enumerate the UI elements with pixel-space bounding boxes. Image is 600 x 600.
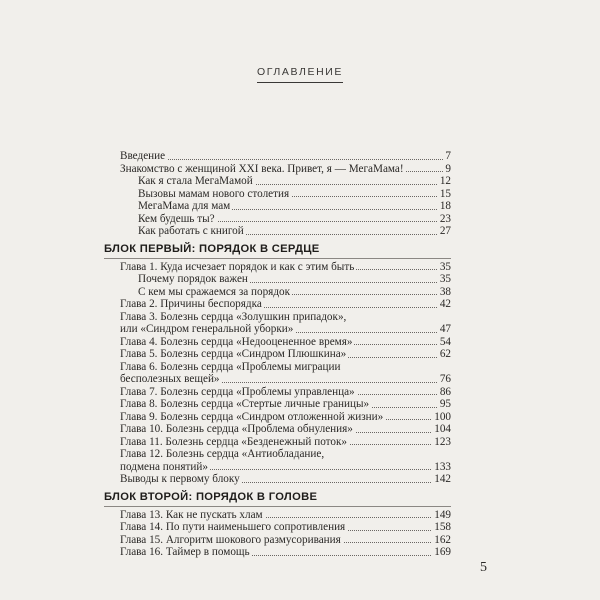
entry-page-number: 62 — [439, 348, 451, 360]
entry-title: Глава 5. Болезнь сердца «Синдром Плюшкина» — [120, 348, 347, 360]
entry-title: Глава 14. По пути наименьшего сопротивления — [120, 521, 346, 533]
entry-title-line2: бесполезных вещей» — [120, 373, 220, 385]
entry-page-number: 35 — [439, 260, 451, 273]
block2-entries — [120, 509, 451, 559]
entry-title: МегаМама для мам — [138, 200, 231, 212]
entry-page-number: 35 — [439, 273, 451, 285]
entry-title-line1: Глава 12. Болезнь сердца «Антиобладание, — [120, 448, 451, 461]
toc-entry — [120, 448, 451, 473]
entry-page-number: 133 — [434, 460, 451, 473]
block1-entries — [120, 261, 451, 486]
block-divider — [104, 506, 451, 507]
entry-title-line2: или «Синдром генеральной уборки» — [120, 323, 294, 335]
toc-heading: ОГЛАВЛЕНИЕ — [257, 66, 343, 83]
entry-page-number: 15 — [439, 187, 451, 200]
intro-section — [120, 150, 451, 238]
entry-page-number: 47 — [439, 323, 451, 335]
toc-entry — [138, 175, 451, 188]
toc-entry — [138, 225, 451, 238]
entry-title: Глава 4. Болезнь сердца «Недооцененное время» — [120, 335, 353, 348]
entry-page-number: 42 — [439, 298, 451, 310]
toc-entry — [120, 546, 451, 559]
heading-wrap — [0, 62, 600, 83]
entry-title: Глава 10. Болезнь сердца «Проблема обнуления» — [120, 423, 353, 435]
toc-entry — [120, 361, 451, 386]
entry-title-line2: подмена понятий» — [120, 460, 208, 473]
entry-page-number: 54 — [439, 335, 451, 348]
toc-entry — [120, 150, 451, 163]
entry-title: Глава 8. Болезнь сердца «Стертые личные границы» — [120, 398, 370, 410]
entry-page-number: 38 — [439, 285, 451, 298]
toc-entry — [120, 509, 451, 522]
toc-entry — [138, 273, 451, 286]
block-title-1: БЛОК ПЕРВЫЙ: ПОРЯДОК В СЕРДЦЕ — [104, 242, 320, 255]
entry-title: Глава 16. Таймер в помощь — [120, 546, 250, 558]
entry-page-number: 123 — [434, 435, 451, 448]
entry-title: Кем будешь ты? — [138, 212, 215, 225]
entry-title: Глава 2. Причины беспорядка — [120, 298, 262, 310]
entry-title: Введение — [120, 150, 166, 162]
toc-entry — [120, 386, 451, 399]
entry-title: Глава 7. Болезнь сердца «Проблемы управленца» — [120, 385, 355, 398]
toc-entry — [120, 436, 451, 449]
entry-page-number: 149 — [434, 508, 451, 521]
entry-page-number: 7 — [445, 150, 451, 162]
entry-title: Глава 9. Болезнь сердца «Синдром отложенной жизни» — [120, 410, 384, 423]
entry-page-number: 100 — [434, 410, 451, 423]
entry-page-number: 95 — [439, 398, 451, 410]
entry-page-number: 169 — [434, 546, 451, 558]
entry-title: Глава 11. Болезнь сердца «Безденежный поток» — [120, 435, 348, 448]
toc-entry — [120, 261, 451, 274]
entry-page-number: 23 — [439, 212, 451, 225]
entry-page-number: 27 — [439, 225, 451, 237]
toc-entry — [120, 398, 451, 411]
entry-title: Как работать с книгой — [138, 225, 244, 237]
entry-page-number: 86 — [439, 385, 451, 398]
toc-entry — [120, 336, 451, 349]
entry-page-number: 9 — [445, 162, 451, 175]
entry-title: С кем мы сражаемся за порядок — [138, 285, 291, 298]
entry-page-number: 104 — [434, 423, 451, 435]
toc-entry — [120, 298, 451, 311]
entry-title: Глава 1. Куда исчезает порядок и как с этим быть — [120, 260, 355, 273]
entry-title-line1: Глава 6. Болезнь сердца «Проблемы миграции — [120, 361, 451, 374]
toc-entry — [138, 286, 451, 299]
toc-entry — [138, 213, 451, 226]
toc-entry — [120, 534, 451, 547]
entry-title: Глава 13. Как не пускать хлам — [120, 508, 263, 521]
toc-entry — [120, 348, 451, 361]
entry-page-number: 142 — [434, 473, 451, 485]
entry-title: Выводы к первому блоку — [120, 473, 240, 485]
entry-page-number: 76 — [439, 373, 451, 385]
toc-entry — [120, 521, 451, 534]
entry-title: Глава 15. Алгоритм шокового размусоривания — [120, 533, 341, 546]
entry-page-number: 12 — [439, 175, 451, 187]
toc-entry — [120, 423, 451, 436]
toc-entry — [138, 200, 451, 213]
block-divider — [104, 258, 451, 259]
table-of-contents — [104, 150, 451, 559]
entry-title: Как я стала МегаМамой — [138, 175, 253, 187]
entry-page-number: 162 — [434, 533, 451, 546]
toc-entry — [138, 188, 451, 201]
entry-title: Вызовы мамам нового столетия — [138, 187, 290, 200]
entry-title: Почему порядок важен — [138, 273, 248, 285]
toc-entry — [120, 473, 451, 486]
toc-entry — [120, 411, 451, 424]
entry-title: Знакомство с женщиной XXI века. Привет, я — МегаМама! — [120, 162, 404, 175]
page-number: 5 — [480, 560, 487, 575]
block-title-2: БЛОК ВТОРОЙ: ПОРЯДОК В ГОЛОВЕ — [104, 490, 318, 503]
entry-title-line1: Глава 3. Болезнь сердца «Золушкин припадок», — [120, 311, 451, 324]
entry-page-number: 18 — [439, 200, 451, 212]
toc-entry — [120, 163, 451, 176]
entry-page-number: 158 — [434, 521, 451, 533]
toc-entry — [120, 311, 451, 336]
